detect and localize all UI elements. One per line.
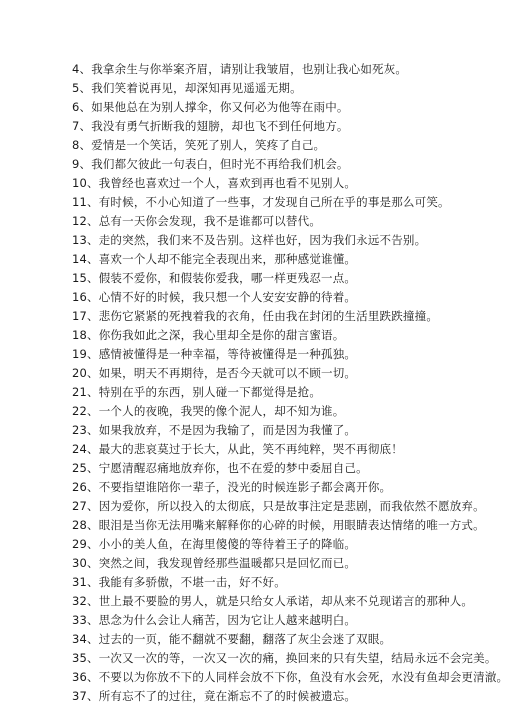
quote-line: 11、有时候，不小心知道了一些事，才发现自己所在乎的事是那么可笑。 bbox=[72, 195, 450, 209]
quote-line: 12、总有一天你会发现，我不是谁都可以替代。 bbox=[72, 214, 322, 228]
quote-line: 15、假装不爱你，和假装你爱我，哪一样更残忍一点。 bbox=[72, 271, 357, 285]
quote-line: 25、宁愿清醒忍痛地放弃你，也不在爱的梦中委屈自己。 bbox=[72, 461, 368, 475]
quote-line: 22、一个人的夜晚，我哭的像个泥人，却不知为谁。 bbox=[72, 404, 345, 418]
quote-line: 31、我能有多骄傲，不堪一击，好不好。 bbox=[72, 575, 286, 589]
quote-line: 19、感情被懂得是一种幸福，等待被懂得是一种孤独。 bbox=[72, 347, 357, 361]
quote-line: 6、如果他总在为别人撑伞，你又何必为他等在雨中。 bbox=[72, 100, 349, 114]
quote-line: 20、如果，明天不再期待，是否今天就可以不顾一切。 bbox=[72, 366, 357, 380]
quote-line: 24、最大的悲哀莫过于长大，从此，笑不再纯粹，哭不再彻底！ bbox=[72, 442, 403, 456]
quote-line: 23、如果我放弃，不是因为我输了，而是因为我懂了。 bbox=[72, 423, 357, 437]
quote-line: 26、不要指望谁陪你一辈子，没光的时候连影子都会离开你。 bbox=[72, 480, 392, 494]
quote-line: 36、不要以为你放不下的人同样会放不下你，鱼没有水会死，水没有鱼却会更清澈。 bbox=[72, 670, 508, 684]
quote-line: 9、我们都欠彼此一句表白，但时光不再给我们机会。 bbox=[72, 157, 349, 171]
quote-line: 17、悲伤它紧紧的死拽着我的衣角，任由我在封闭的生活里跌跌撞撞。 bbox=[72, 309, 439, 323]
quote-line: 8、爱情是一个笑话，笑死了别人，笑疼了自己。 bbox=[72, 138, 326, 152]
quote-line: 27、因为爱你，所以投入的太彻底，只是故事注定是悲剧，而我依然不愿放弃。 bbox=[72, 499, 485, 513]
quote-line: 10、我曾经也喜欢过一个人，喜欢到再也看不见别人。 bbox=[72, 176, 357, 190]
quote-list bbox=[72, 60, 508, 706]
quote-line: 28、眼泪是当你无法用嘴来解释你的心碎的时候，用眼睛表达情绪的唯一方式。 bbox=[72, 518, 485, 532]
quote-line: 5、我们笑着说再见，却深知再见遥遥无期。 bbox=[72, 81, 302, 95]
quote-line: 32、世上最不要脸的男人，就是只给女人承诺，却从来不兑现诺言的那种人。 bbox=[72, 594, 474, 608]
quote-line: 13、走的突然，我们来不及告别。这样也好，因为我们永远不告别。 bbox=[72, 233, 427, 247]
quote-line: 30、突然之间，我发现曾经那些温暖都只是回忆而已。 bbox=[72, 556, 357, 570]
quote-line: 34、过去的一页，能不翻就不要翻，翻落了灰尘会迷了双眼。 bbox=[72, 632, 392, 646]
quote-line: 18、你伤我如此之深，我心里却全是你的甜言蜜语。 bbox=[72, 328, 345, 342]
quote-line: 35、一次又一次的等，一次又一次的痛，换回来的只有失望，结局永远不会完美。 bbox=[72, 651, 497, 665]
quote-line: 21、特别在乎的东西，别人碰一下都觉得是抢。 bbox=[72, 385, 322, 399]
quote-line: 4、我拿余生与你举案齐眉，请别让我皱眉，也别让我心如死灰。 bbox=[72, 62, 408, 76]
quote-line: 33、思念为什么会让人痛苦，因为它让人越来越明白。 bbox=[72, 613, 357, 627]
quote-line: 7、我没有勇气折断我的翅膀，却也飞不到任何地方。 bbox=[72, 119, 349, 133]
quote-line: 16、心情不好的时候，我只想一个人安安安静的待着。 bbox=[72, 290, 357, 304]
quote-line: 37、所有忘不了的过往，竟在渐忘不了的时候被遗忘。 bbox=[72, 689, 357, 703]
quote-line: 14、喜欢一个人却不能完全表现出来，那种感觉谁懂。 bbox=[72, 252, 357, 266]
quote-line: 29、小小的美人鱼，在海里傻傻的等待着王子的降临。 bbox=[72, 537, 357, 551]
